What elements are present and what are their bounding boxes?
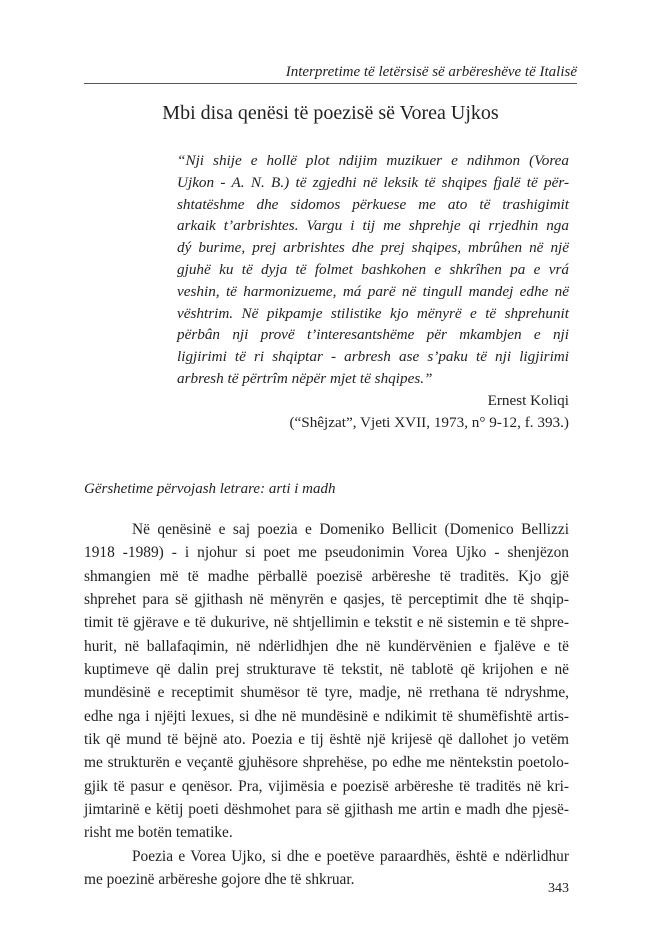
epigraph-line: arbresh të përtrîm nëpër mjet të shqipes.”: [177, 369, 433, 387]
body-line: timit të gjërave e të dukurive, në shtjellimin e tekstit e në sistemin e të shpre-: [84, 614, 569, 632]
epigraph-line: vështrim. Në pikpamje stilistike kjo mënyrë e të shprehunit: [177, 304, 569, 322]
body-line: 1918 -1989) - i njohur si poet me pseudonimin Vorea Ujko - shenjëzon: [84, 544, 569, 562]
body-line: me poezinë arbëreshe gojore dhe të shkruar.: [84, 871, 355, 889]
body-line: edhe nga i njëjti lexues, si dhe në mundësinë e ndikimit të shumëfishtë artis-: [84, 707, 569, 725]
epigraph-line: Ujkon - A. N. B.) të zgjedhi në leksik të shqipes fjalë të për-: [177, 173, 569, 191]
body-line: hurit, në ballafaqimin, në ndërlidhjen dhe në kundërvënien e fjalëve e të: [84, 637, 569, 655]
body-line: jimtarinë e këtij poeti dëshmohet para së gjithash me artin e madh dhe pjesë-: [84, 801, 569, 819]
epigraph: [177, 150, 569, 433]
body-line: shprehet para së gjithash në mënyrën e qasjes, të perceptimit dhe të shqip-: [84, 591, 569, 609]
body-line: Në qenësinë e saj poezia e Domeniko Bellicit (Domenico Bellizzi: [132, 521, 569, 538]
epigraph-line: shtatëshme dhe sidomos përkuese me ato të trashigimit: [177, 195, 569, 213]
body-line: shmangien më të madhe përballë poezisë arbëreshe të traditës. Kjo gjë: [84, 567, 569, 585]
epigraph-author: Ernest Koliqi: [487, 391, 569, 409]
page-number: 343: [548, 881, 569, 896]
epigraph-line: përbân nji provë t’interesantshëme për mkambjen e nji: [177, 326, 569, 344]
body-line: mundësinë e receptimit shumësor të tyre, madje, në rrethana të ndryshme,: [84, 684, 569, 702]
body-line: risht me botën tematike.: [84, 824, 233, 842]
running-header: Interpretime të letërsisë së arbëreshëve të Italisë: [285, 64, 577, 80]
body-line: me strukturën e veçantë gjuhësore shprehëse, po edhe me nëntekstin poetolo-: [84, 754, 569, 772]
section-heading: Gërshetime përvojash letrare: arti i madh: [84, 481, 336, 497]
body-line: Poezia e Vorea Ujko, si dhe e poetëve paraardhës, është e ndërlidhur: [132, 847, 569, 865]
epigraph-line: ligjirimi të ri shqiptar - arbresh ase s’paku të nji ligjirimi: [177, 348, 569, 366]
chapter-title: Mbi disa qenësi të poezisë së Vorea Ujkos: [162, 102, 499, 124]
body-line: tik që mund të bëjnë ato. Poezia e tij është një krijesë që dallohet jo vetëm: [84, 731, 569, 749]
epigraph-line: veshin, të harmonizueme, má parë në tingull mandej edhe në: [177, 282, 569, 300]
body-line: kuptimeve që dalin prej strukturave të tekstit, në tablotë që krijohen e në: [84, 661, 569, 679]
epigraph-line: “Nji shije e hollë plot ndijim muzikuer e ndihmon (Vorea: [177, 152, 569, 169]
epigraph-line: dý burime, prej arbrishtes dhe prej shqipes, mbrûhen në një: [177, 239, 569, 257]
epigraph-line: arkaik t’arbrishtes. Vargu i tij me shprehje qi rrjedhin nga: [177, 217, 569, 235]
body-line: gjik të pasur e qenësor. Pra, vijimësia e poezisë arbëreshe të traditës në kri-: [84, 777, 569, 795]
epigraph-line: gjuhë ku të dyja të folmet bashkohen e shkrîhen pa e vrá: [177, 260, 569, 278]
epigraph-source: (“Shêjzat”, Vjeti XVII, 1973, n° 9-12, f. 393.): [289, 413, 569, 431]
header-rule: [84, 83, 577, 84]
body-text: [84, 518, 569, 892]
